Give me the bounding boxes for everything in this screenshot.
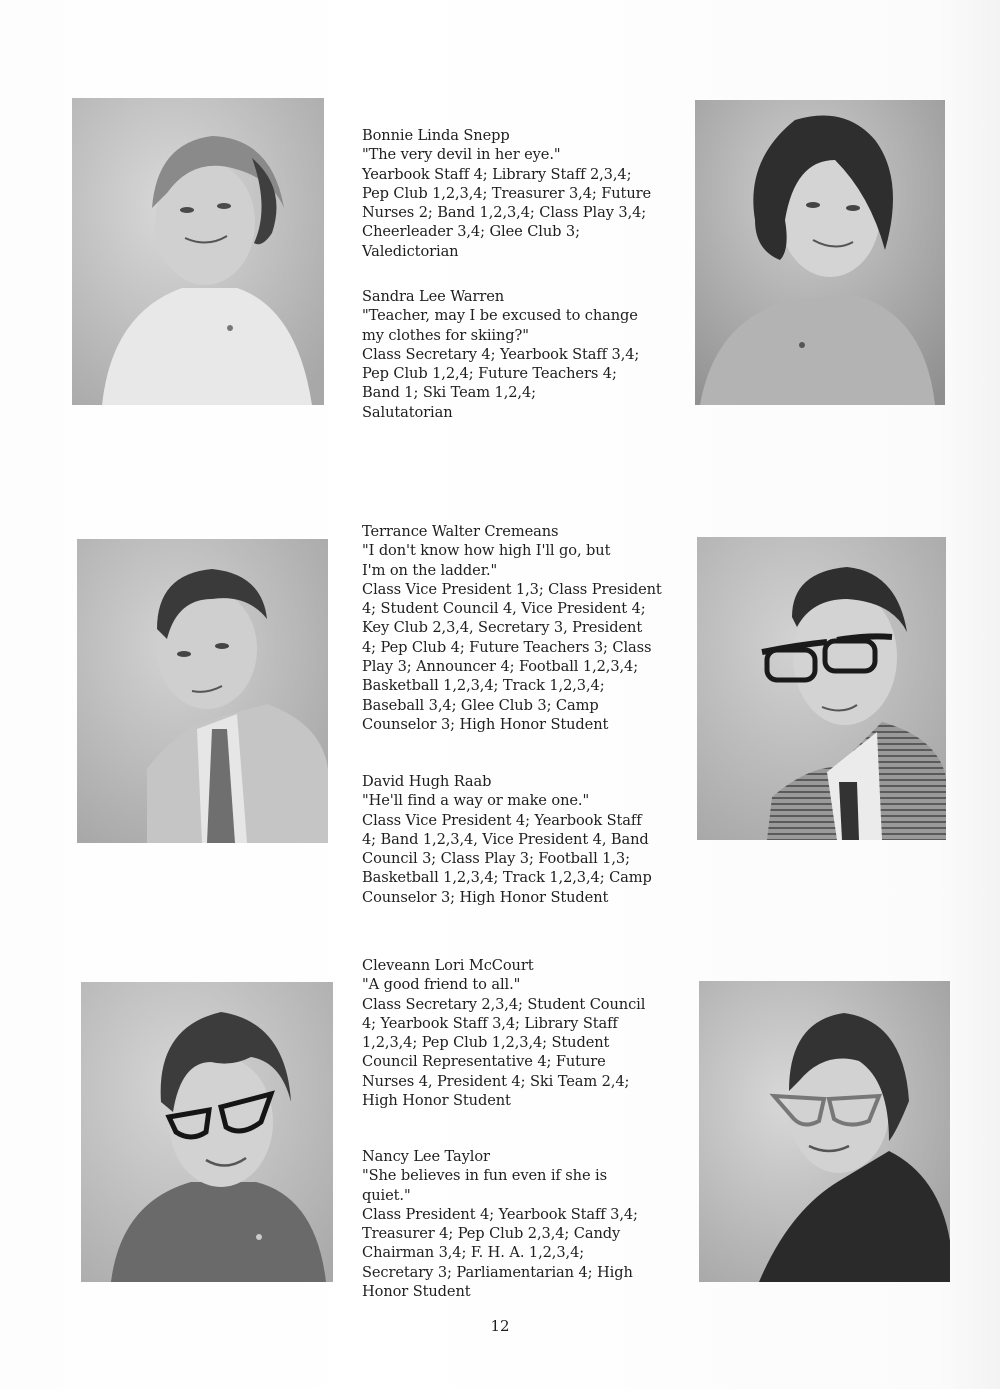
student-activities: Pep Club 1,2,4; Future Teachers 4; xyxy=(362,365,617,383)
student-activities: Council Representative 4; Future xyxy=(362,1053,606,1071)
portrait-illustration xyxy=(72,98,324,405)
portrait-illustration xyxy=(699,981,950,1282)
student-activities: 4; Yearbook Staff 3,4; Library Staff xyxy=(362,1014,618,1032)
portrait-photo-bonnie-snepp xyxy=(72,98,324,405)
student-activities: Pep Club 1,2,3,4; Treasurer 3,4; Future xyxy=(362,184,652,202)
student-activities: Class Vice President 4; Yearbook Staff xyxy=(362,811,642,829)
student-name: Cleveann Lori McCourt xyxy=(362,957,534,974)
student-activities: Secretary 3; Parliamentarian 4; High xyxy=(362,1263,633,1281)
student-activities: Council 3; Class Play 3; Football 1,3; xyxy=(362,850,630,868)
student-honor: High Honor Student xyxy=(362,1092,511,1110)
student-quote: "A good friend to all." xyxy=(362,976,521,994)
student-activities: Counselor 3; High Honor Student xyxy=(362,888,609,906)
portrait-photo-cleveann-mccourt xyxy=(81,982,333,1282)
student-name: Nancy Lee Taylor xyxy=(362,1148,490,1165)
portrait-illustration xyxy=(695,100,945,405)
student-quote: "Teacher, may I be excused to change xyxy=(362,307,638,325)
portrait-illustration xyxy=(81,982,333,1282)
portrait-illustration xyxy=(697,537,946,840)
student-activities: Play 3; Announcer 4; Football 1,2,3,4; xyxy=(362,658,639,676)
student-name: Terrance Walter Cremeans xyxy=(362,523,559,540)
student-quote: my clothes for skiing?" xyxy=(362,326,529,344)
student-entry-cleveann-mccourt xyxy=(362,956,682,1110)
student-entry-terrance-cremeans xyxy=(362,522,682,734)
student-quote: I'm on the ladder." xyxy=(362,561,498,579)
student-activities: 4; Band 1,2,3,4, Vice President 4, Band xyxy=(362,830,649,848)
student-honor: Valedictorian xyxy=(362,242,459,260)
student-name: David Hugh Raab xyxy=(362,773,492,790)
student-activities: Nurses 4, President 4; Ski Team 2,4; xyxy=(362,1072,630,1090)
student-activities: Key Club 2,3,4, Secretary 3, President xyxy=(362,619,643,637)
student-quote: "I don't know how high I'll go, but xyxy=(362,542,611,560)
student-activities: Yearbook Staff 4; Library Staff 2,3,4; xyxy=(362,165,632,183)
student-activities: Nurses 2; Band 1,2,3,4; Class Play 3,4; xyxy=(362,204,647,222)
student-activities: Cheerleader 3,4; Glee Club 3; xyxy=(362,223,580,241)
student-honor: Salutatorian xyxy=(362,403,453,421)
student-activities: Band 1; Ski Team 1,2,4; xyxy=(362,384,536,402)
portrait-photo-david-raab xyxy=(697,537,946,840)
student-entry-sandra-warren xyxy=(362,287,682,422)
student-entry-nancy-taylor xyxy=(362,1147,682,1301)
student-activities: Class President 4; Yearbook Staff 3,4; xyxy=(362,1205,638,1223)
student-name: Bonnie Linda Snepp xyxy=(362,127,510,144)
portrait-photo-terrance-cremeans xyxy=(77,539,328,843)
student-quote: "She believes in fun even if she is xyxy=(362,1167,607,1185)
student-quote: "The very devil in her eye." xyxy=(362,146,561,164)
student-activities: Class Secretary 2,3,4; Student Council xyxy=(362,995,646,1013)
student-quote: quiet." xyxy=(362,1186,411,1204)
student-activities: Chairman 3,4; F. H. A. 1,2,3,4; xyxy=(362,1244,585,1262)
student-entry-bonnie-snepp xyxy=(362,126,682,261)
student-activities: Treasurer 4; Pep Club 2,3,4; Candy xyxy=(362,1225,621,1243)
student-activities: 4; Student Council 4, Vice President 4; xyxy=(362,600,646,618)
portrait-photo-sandra-warren xyxy=(695,100,945,405)
student-name: Sandra Lee Warren xyxy=(362,288,505,305)
student-honor: Honor Student xyxy=(362,1283,471,1301)
student-activities: Class Secretary 4; Yearbook Staff 3,4; xyxy=(362,345,640,363)
student-activities: 1,2,3,4; Pep Club 1,2,3,4; Student xyxy=(362,1034,610,1052)
student-activities: 4; Pep Club 4; Future Teachers 3; Class xyxy=(362,638,652,656)
student-activities: Basketball 1,2,3,4; Track 1,2,3,4; xyxy=(362,677,605,695)
portrait-photo-nancy-taylor xyxy=(699,981,950,1282)
student-activities: Class Vice President 1,3; Class President xyxy=(362,580,662,598)
student-quote: "He'll find a way or make one." xyxy=(362,792,590,810)
portrait-illustration xyxy=(77,539,328,843)
student-activities: Counselor 3; High Honor Student xyxy=(362,715,609,733)
student-activities: Baseball 3,4; Glee Club 3; Camp xyxy=(362,696,599,714)
page-number: 12 xyxy=(490,1317,510,1335)
student-activities: Basketball 1,2,3,4; Track 1,2,3,4; Camp xyxy=(362,869,652,887)
student-entry-david-raab xyxy=(362,772,682,907)
